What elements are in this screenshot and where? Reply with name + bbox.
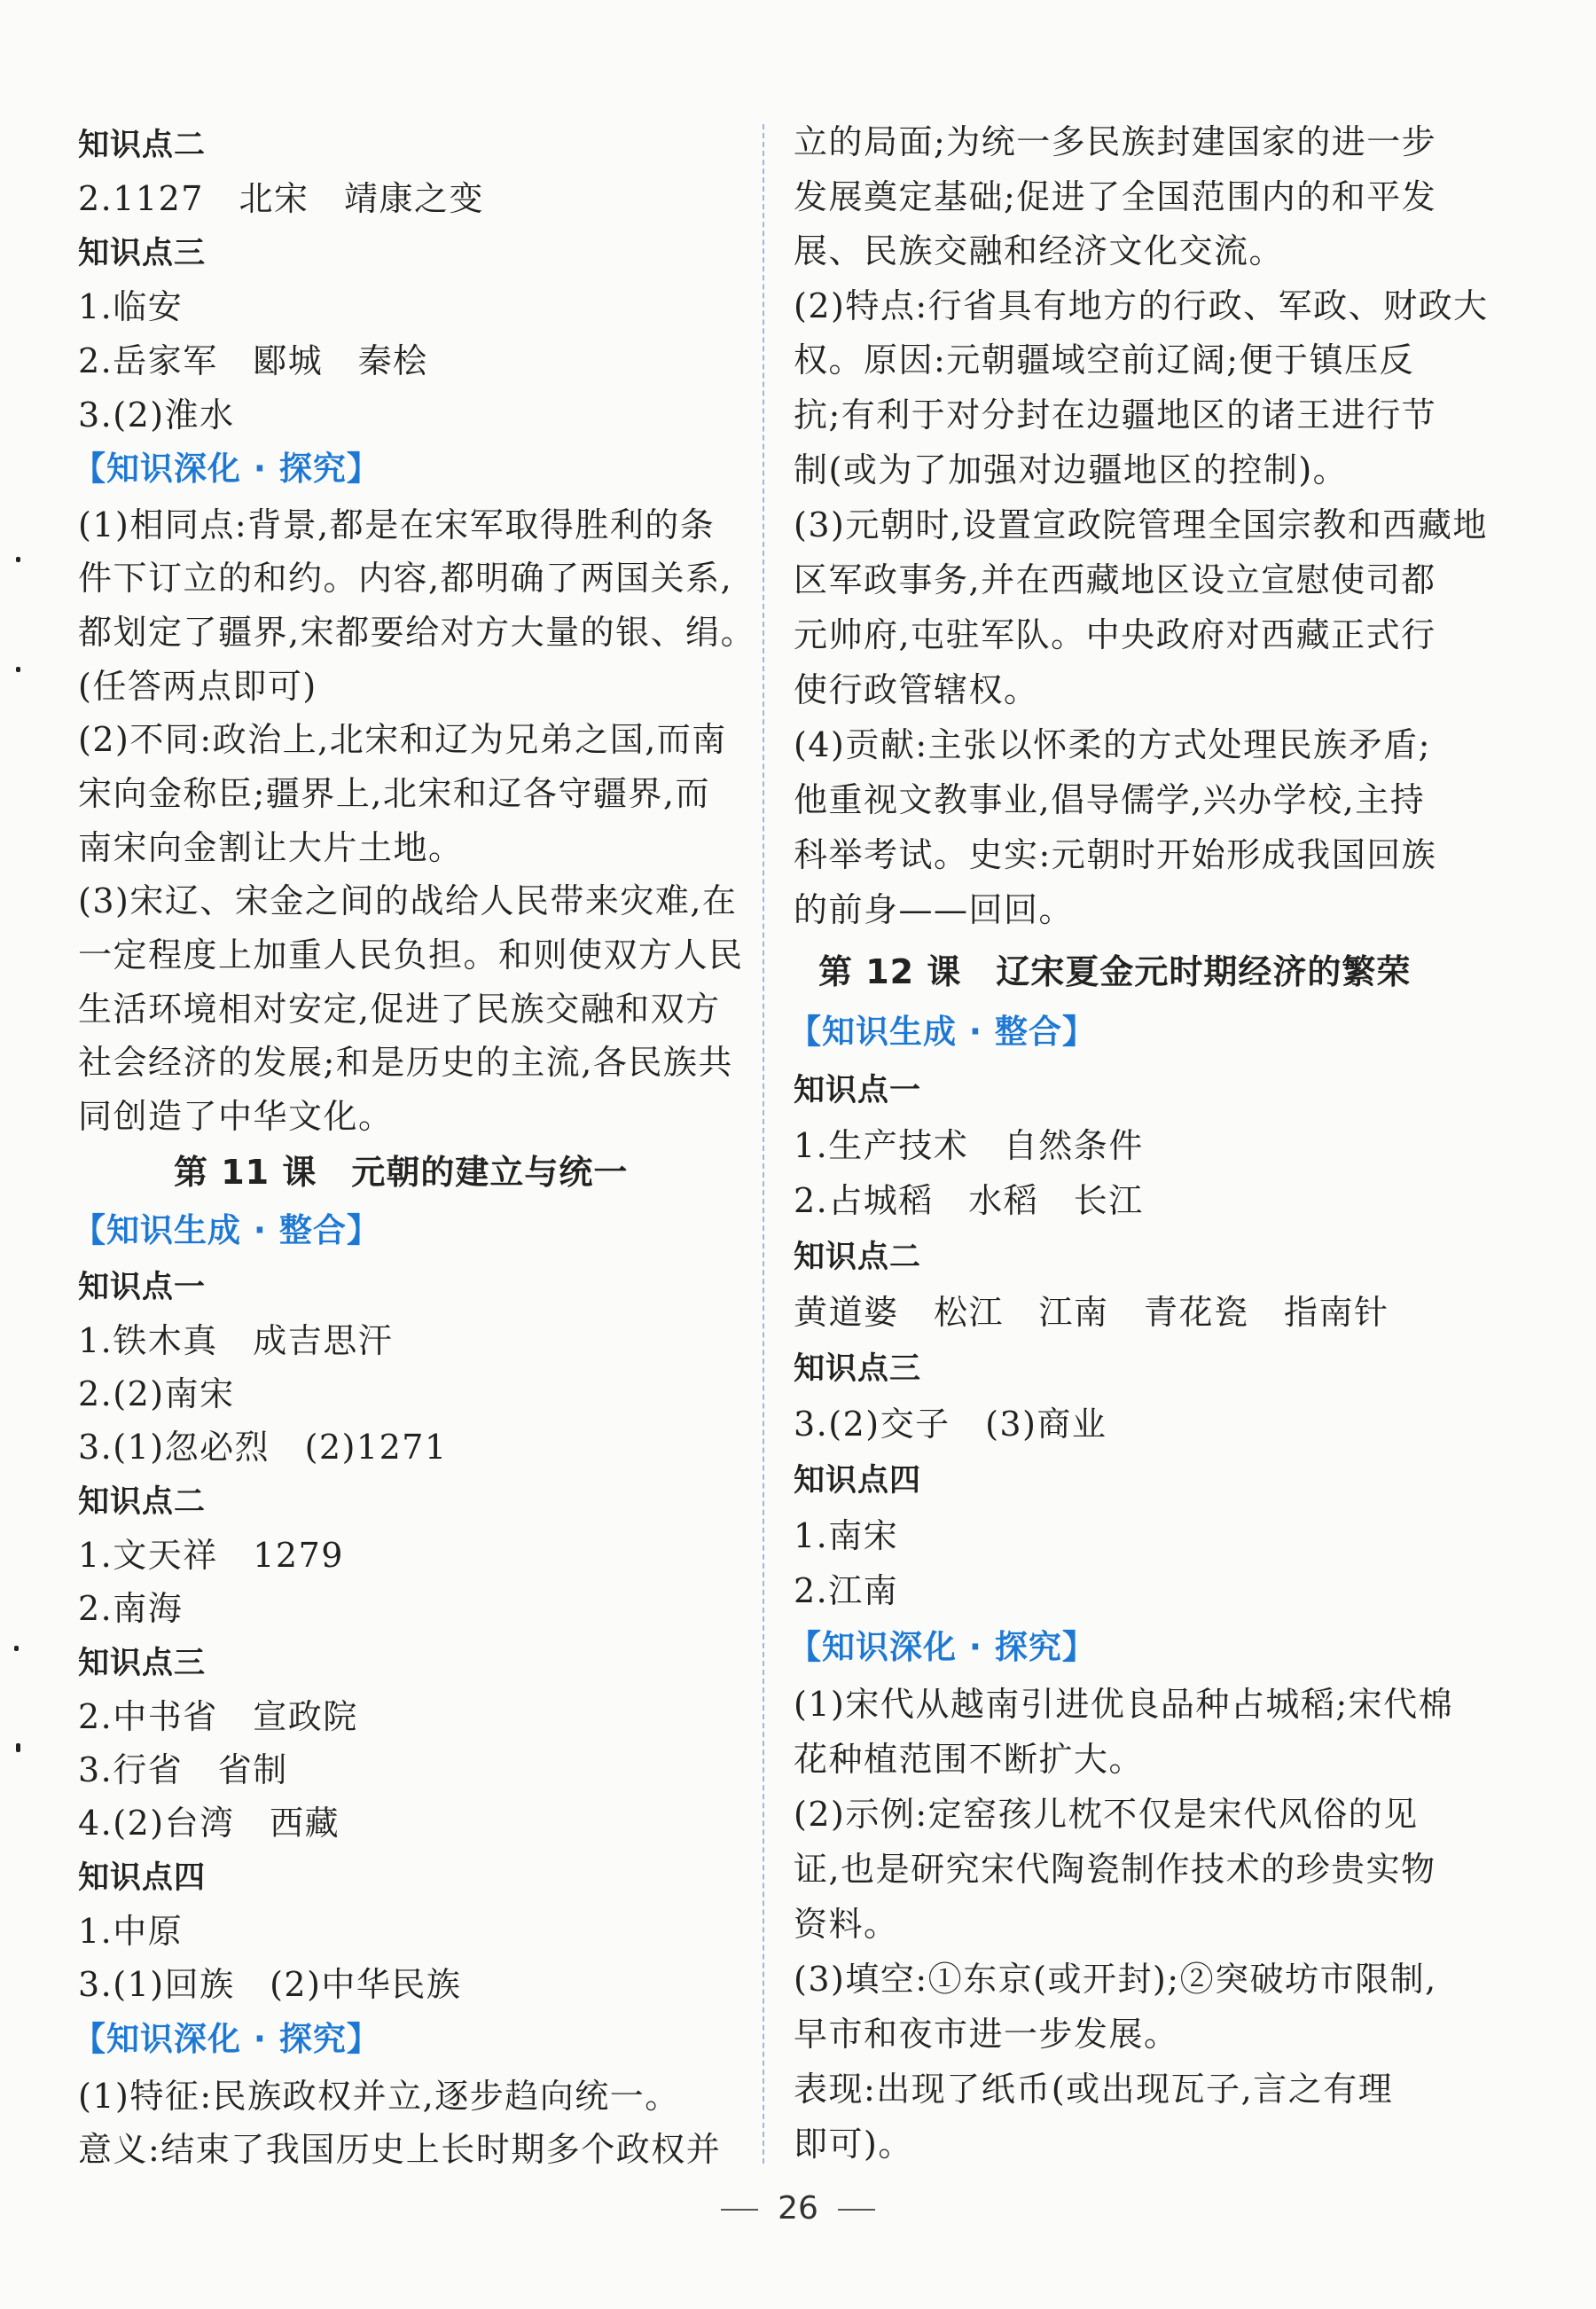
- paragraph-line: 使行政管辖权。: [794, 670, 1039, 709]
- paragraph-line: 区军政事务,并在西藏地区设立宣慰使司都: [794, 560, 1436, 599]
- answer-line: 1.中原: [78, 1912, 184, 1951]
- answer-line: 2.占城稻 水稻 长江: [794, 1181, 1144, 1220]
- kp3-heading: 知识点三: [78, 1646, 207, 1681]
- paragraph-line: (1)相同点:背景,都是在宋军取得胜利的条: [78, 505, 716, 544]
- paragraph-line: 权。原因:元朝疆域空前辽阔;便于镇压反: [794, 340, 1415, 380]
- lesson-11-title: 第 11 课 元朝的建立与统一: [174, 1153, 629, 1192]
- paragraph-line: 社会经济的发展;和是历史的主流,各民族共: [78, 1043, 733, 1082]
- page-number-footer: [0, 2190, 1596, 2227]
- paragraph-line: (任答两点即可): [78, 667, 317, 706]
- paragraph-line: 表现:出现了纸币(或出现瓦子,言之有理: [794, 2070, 1394, 2109]
- kp2-heading: 知识点二: [78, 1484, 207, 1520]
- paragraph-line: 证,也是研究宋代陶瓷制作技术的珍贵实物: [794, 1850, 1436, 1889]
- section-heading-explore: 【知识深化 · 探究】: [788, 1628, 1096, 1666]
- kp4-heading: 知识点四: [78, 1860, 207, 1896]
- answer-line: 4.(2)台湾 西藏: [78, 1804, 340, 1843]
- paragraph-line: 展、民族交融和经济文化交流。: [794, 231, 1285, 270]
- paragraph-line: (4)贡献:主张以怀柔的方式处理民族矛盾;: [794, 725, 1431, 764]
- answer-line: 3.(1)回族 (2)中华民族: [78, 1965, 462, 2004]
- paragraph-line: (3)宋辽、宋金之间的战给人民带来灾难,在: [78, 881, 738, 920]
- kp3-heading: 知识点三: [794, 1351, 922, 1387]
- paragraph-line: 宋向金称臣;疆界上,北宋和辽各守疆界,而: [78, 774, 710, 813]
- paragraph-line: 一定程度上加重人民负担。和则使双方人民: [78, 935, 744, 974]
- kp2-heading: 知识点二: [78, 128, 207, 163]
- footer-dash: [721, 2209, 758, 2211]
- lesson-12-title: 第 12 课 辽宋夏金元时期经济的繁荣: [818, 952, 1412, 991]
- section-heading-explore: 【知识深化 · 探究】: [73, 2020, 380, 2058]
- answer-line: 黄道婆 松江 江南 青花瓷 指南针: [794, 1293, 1389, 1332]
- kp2-heading: 知识点二: [794, 1240, 922, 1275]
- answer-line: 2.江南: [794, 1571, 899, 1610]
- paragraph-line: (1)宋代从越南引进优良品种占城稻;宋代棉: [794, 1685, 1454, 1724]
- paragraph-line: 制(或为了加强对边疆地区的控制)。: [794, 450, 1349, 489]
- answer-line: 1.南宋: [794, 1516, 899, 1555]
- scan-mark: [16, 1743, 20, 1752]
- paragraph-line: 件下订立的和约。内容,都明确了两国关系,: [78, 559, 733, 598]
- paragraph-line: (2)示例:定窑孩儿枕不仅是宋代风俗的见: [794, 1795, 1419, 1834]
- answer-line: 2.(2)南宋: [78, 1374, 235, 1413]
- page-number: 26: [778, 2190, 818, 2227]
- paragraph-line: 元帅府,屯驻军队。中央政府对西藏正式行: [794, 615, 1436, 654]
- paragraph-line: 早市和夜市进一步发展。: [794, 2015, 1179, 2054]
- section-heading-generate: 【知识生成 · 整合】: [788, 1013, 1096, 1051]
- scan-mark: [14, 1646, 19, 1651]
- answer-line: 1.生产技术 自然条件: [794, 1126, 1144, 1165]
- paragraph-line: 他重视文教事业,倡导儒学,兴办学校,主持: [794, 780, 1426, 819]
- scan-mark: [16, 557, 20, 562]
- paragraph-line: 即可)。: [794, 2125, 913, 2164]
- answer-line: 2.岳家军 郾城 秦桧: [78, 341, 428, 380]
- kp1-heading: 知识点一: [794, 1073, 922, 1108]
- scan-mark: [16, 667, 20, 672]
- answer-line: 2.南海: [78, 1589, 184, 1628]
- paragraph-line: 同创造了中华文化。: [78, 1097, 394, 1136]
- answer-line: 1.文天祥 1279: [78, 1536, 344, 1575]
- answer-line: 3.(1)忽必烈 (2)1271: [78, 1428, 448, 1467]
- paragraph-line: 发展奠定基础;促进了全国范围内的和平发: [794, 177, 1437, 216]
- paragraph-line: 科举考试。史实:元朝时开始形成我国回族: [794, 835, 1437, 874]
- answer-line: 1.铁木真 成吉思汗: [78, 1321, 394, 1360]
- paragraph-line: 意义:结束了我国历史上长时期多个政权并: [78, 2130, 722, 2169]
- paragraph-line: 生活环境相对安定,促进了民族交融和双方: [78, 990, 721, 1029]
- answer-line: 2.1127 北宋 靖康之变: [78, 179, 484, 218]
- paragraph-line: (2)特点:行省具有地方的行政、军政、财政大: [794, 286, 1489, 325]
- answer-line: 3.行省 省制: [78, 1750, 288, 1789]
- paragraph-line: 资料。: [794, 1905, 899, 1944]
- answer-line: 1.临安: [78, 287, 184, 326]
- paragraph-line: 花种植范围不断扩大。: [794, 1740, 1145, 1779]
- section-heading-explore: 【知识深化 · 探究】: [73, 450, 380, 488]
- paragraph-line: (3)填空:①东京(或开封);②突破坊市限制,: [794, 1960, 1437, 1999]
- kp3-heading: 知识点三: [78, 236, 207, 271]
- kp1-heading: 知识点一: [78, 1270, 207, 1305]
- paragraph-line: (1)特征:民族政权并立,逐步趋向统一。: [78, 2077, 680, 2116]
- paragraph-line: (3)元朝时,设置宣政院管理全国宗教和西藏地: [794, 505, 1488, 544]
- paragraph-line: 立的局面;为统一多民族封建国家的进一步: [794, 122, 1437, 161]
- footer-dash: [838, 2209, 875, 2211]
- answer-line: 2.中书省 宣政院: [78, 1697, 358, 1736]
- paragraph-line: (2)不同:政治上,北宋和辽为兄弟之国,而南: [78, 720, 727, 759]
- section-heading-generate: 【知识生成 · 整合】: [73, 1211, 380, 1249]
- paragraph-line: 南宋向金割让大片土地。: [78, 828, 464, 867]
- paragraph-line: 都划定了疆界,宋都要给对方大量的银、绢。: [78, 613, 756, 652]
- column-divider: [763, 124, 764, 2164]
- answer-line: 3.(2)交子 (3)商业: [794, 1405, 1107, 1444]
- paragraph-line: 抗;有利于对分封在边疆地区的诸王进行节: [794, 395, 1437, 434]
- kp4-heading: 知识点四: [794, 1463, 922, 1499]
- answer-line: 3.(2)淮水: [78, 395, 235, 434]
- paragraph-line: 的前身——回回。: [794, 890, 1075, 929]
